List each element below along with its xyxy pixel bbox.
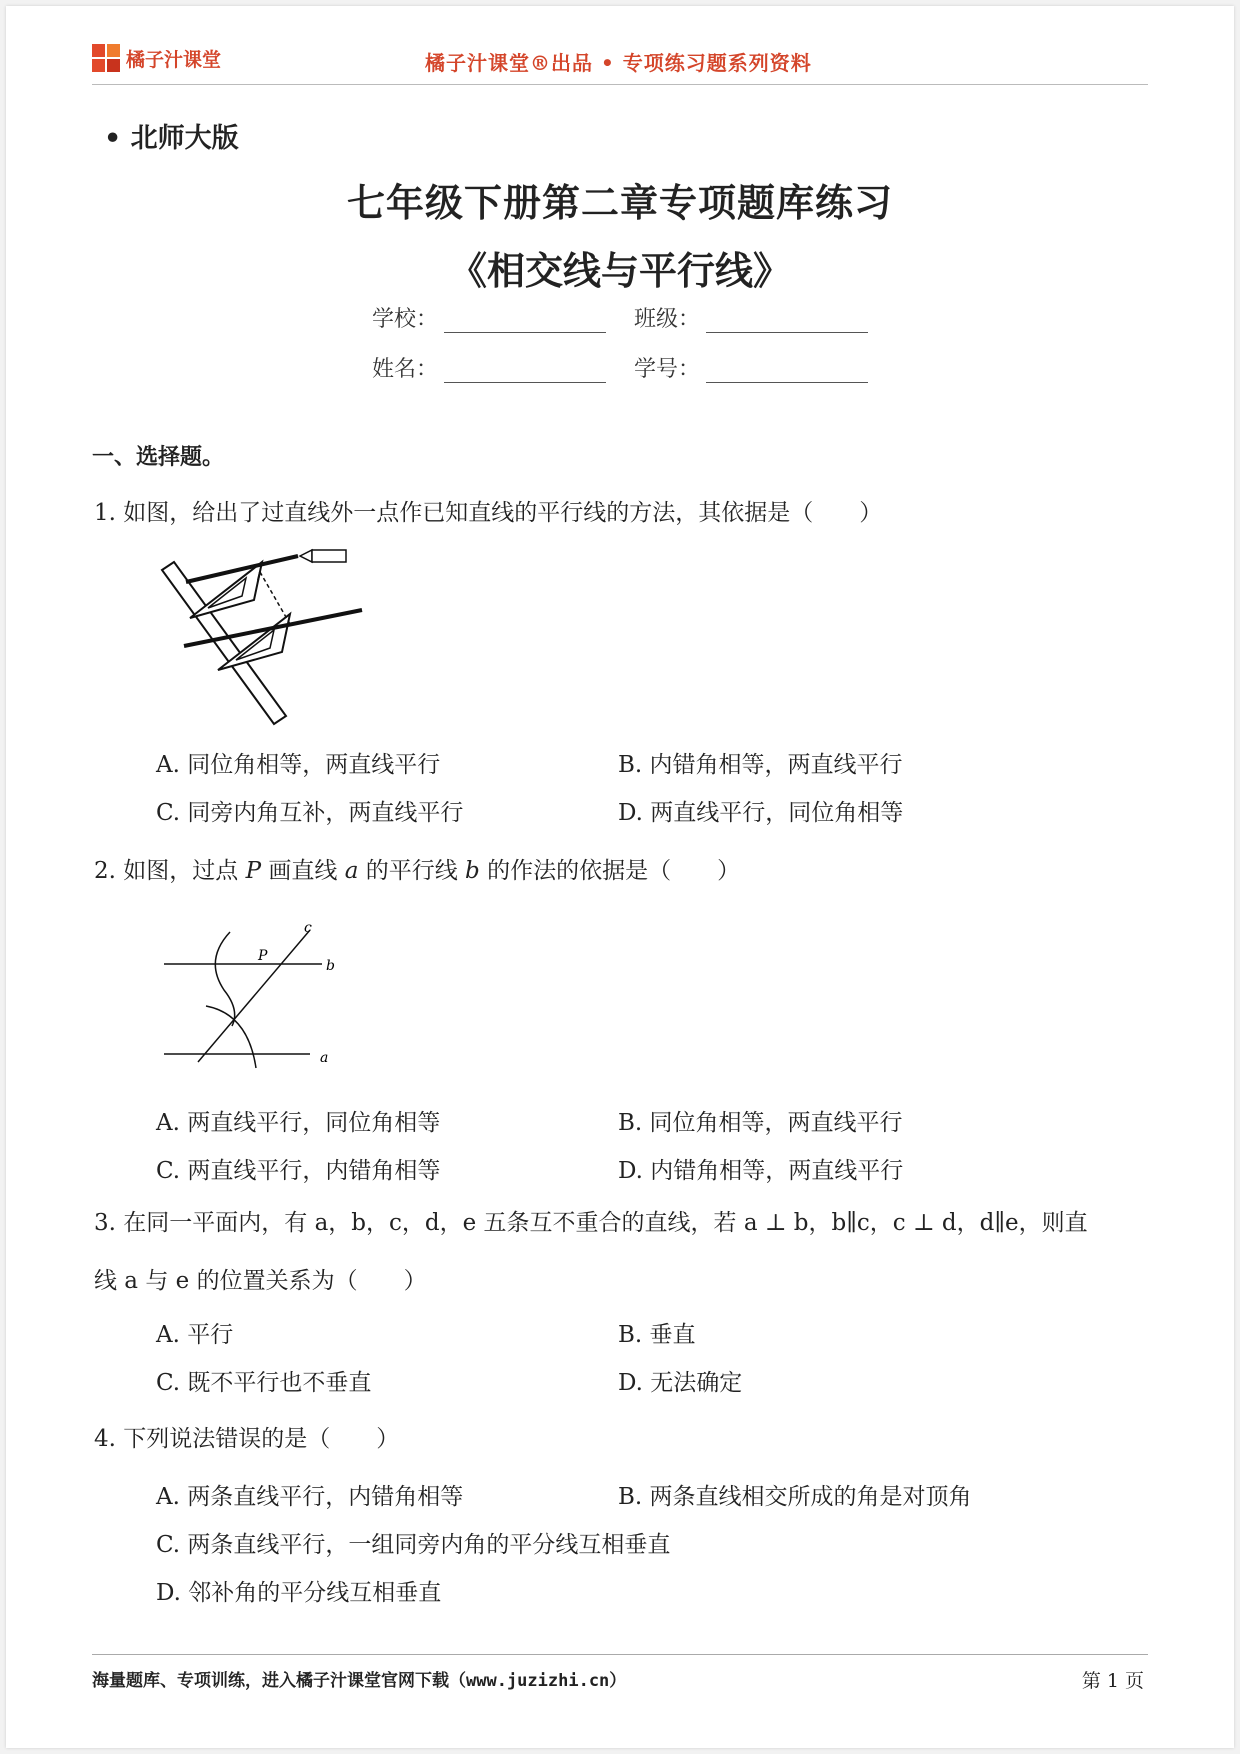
q2-option-b[interactable]: B. 同位角相等，两直线平行 xyxy=(618,1110,903,1136)
header-title: 橘子汁课堂®出品 • 专项练习题系列资料 xyxy=(425,51,812,75)
q1-option-a[interactable]: A. 同位角相等，两直线平行 xyxy=(156,752,441,778)
school-label: 学校： xyxy=(372,307,439,332)
q2-option-c[interactable]: C. 两直线平行，内错角相等 xyxy=(156,1158,441,1184)
student-id-field[interactable] xyxy=(634,352,868,383)
question-4-stem: 4. 下列说法错误的是（ ） xyxy=(94,1426,400,1452)
q3-option-b[interactable]: B. 垂直 xyxy=(618,1322,696,1348)
q2-option-d[interactable]: D. 内错角相等，两直线平行 xyxy=(618,1158,904,1184)
q4-option-c[interactable]: C. 两条直线平行，一组同旁内角的平分线互相垂直 xyxy=(156,1532,671,1558)
page-number: 第 1 页 xyxy=(1081,1670,1144,1692)
school-field[interactable] xyxy=(372,302,606,333)
q4-option-d[interactable]: D. 邻补角的平分线互相垂直 xyxy=(156,1580,442,1606)
q1-option-b[interactable]: B. 内错角相等，两直线平行 xyxy=(618,752,903,778)
logo-text: 橘子汁课堂 xyxy=(126,48,222,71)
line-c xyxy=(198,930,310,1062)
header-divider xyxy=(92,84,1148,85)
q4-option-a[interactable]: A. 两条直线平行，内错角相等 xyxy=(156,1484,464,1510)
q3-option-c[interactable]: C. 既不平行也不垂直 xyxy=(156,1370,372,1396)
page-title: 七年级下册第二章专项题库练习 xyxy=(346,181,893,225)
school-blank[interactable] xyxy=(444,308,606,333)
q4-option-b[interactable]: B. 两条直线相交所成的角是对顶角 xyxy=(618,1484,972,1510)
class-field[interactable] xyxy=(634,302,868,333)
question-1-figure xyxy=(150,548,370,728)
label-p: P xyxy=(258,948,268,964)
class-label: 班级： xyxy=(634,307,701,332)
name-blank[interactable] xyxy=(444,358,606,383)
label-b: b xyxy=(326,958,335,974)
class-blank[interactable] xyxy=(706,308,868,333)
question-3-stem-line1: 3. 在同一平面内，有 a，b，c，d，e 五条互不重合的直线，若 a ⊥ b，b∥c，c ⊥ d，d∥e，则直 xyxy=(94,1210,1088,1236)
logo-icon xyxy=(92,44,120,72)
footer-divider xyxy=(92,1654,1148,1655)
label-a: a xyxy=(320,1050,329,1066)
student-id-blank[interactable] xyxy=(706,358,868,383)
pencil-icon xyxy=(300,550,346,562)
q3-option-a[interactable]: A. 平行 xyxy=(156,1322,234,1348)
question-3-stem-line2: 线 a 与 e 的位置关系为（ ） xyxy=(94,1268,427,1294)
q3-option-d[interactable]: D. 无法确定 xyxy=(618,1370,743,1396)
footer-text: 海量题库、专项训练，进入橘子汁课堂官网下载（www.juzizhi.cn） xyxy=(92,1671,627,1691)
edition-label: • 北师大版 xyxy=(104,123,239,154)
student-id-label: 学号： xyxy=(634,357,701,382)
triangle-upper xyxy=(190,562,262,618)
q2-option-a[interactable]: A. 两直线平行，同位角相等 xyxy=(156,1110,441,1136)
question-2-figure xyxy=(160,920,360,1072)
label-c: c xyxy=(304,920,312,936)
page-subtitle: 《相交线与平行线》 xyxy=(448,249,791,293)
name-field[interactable] xyxy=(372,352,606,383)
q1-option-d[interactable]: D. 两直线平行，同位角相等 xyxy=(618,800,904,826)
question-2-stem: 2. 如图，过点 P 画直线 a 的平行线 b 的作法的依据是（ ） xyxy=(94,858,741,884)
q1-option-c[interactable]: C. 同旁内角互补，两直线平行 xyxy=(156,800,464,826)
question-1-stem: 1. 如图，给出了过直线外一点作已知直线的平行线的方法，其依据是（ ） xyxy=(94,500,883,526)
section-title: 一、选择题。 xyxy=(92,445,225,470)
brand-logo xyxy=(92,44,221,72)
name-label: 姓名： xyxy=(372,357,439,382)
